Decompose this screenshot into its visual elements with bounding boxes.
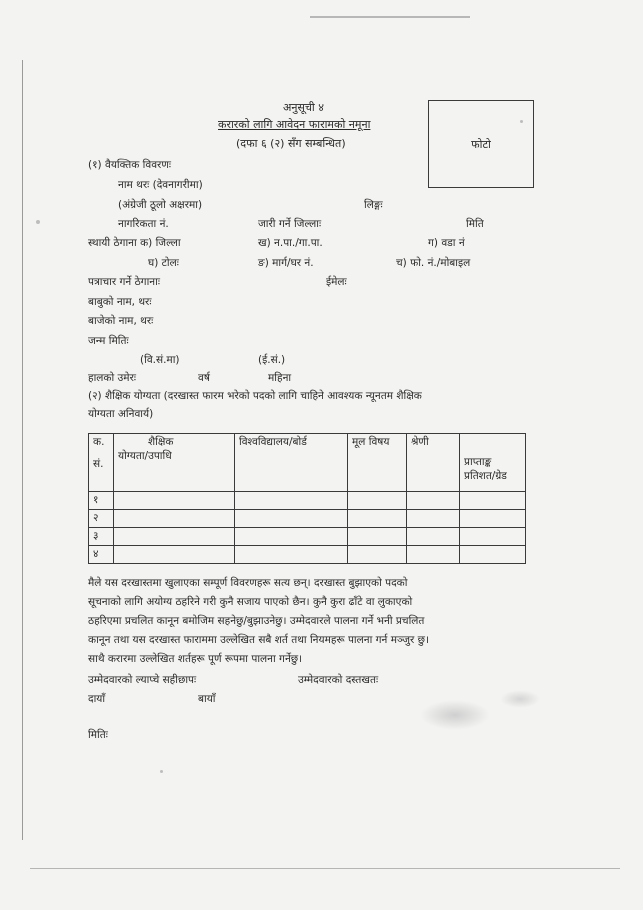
age-years-label: वर्ष: [198, 372, 210, 384]
form-title: करारको लागि आवेदन फारामको नमूना: [218, 118, 371, 131]
issue-date-label: मिति: [466, 218, 484, 230]
form-subtitle: (दफा ६ (२) सँग सम्बन्धित): [236, 137, 346, 150]
declaration-line-3: ठहरिएमा प्रचलित कानून बमोजिम सहनेछु/बुझाउनेछु। उम्मेदवारले पालना गर्ने भनी प्रचलित: [88, 615, 425, 627]
signature-label: उम्मेदवारको दस्तखतः: [298, 674, 379, 686]
col-division: श्रेणी: [407, 434, 460, 492]
col-qualification: शैक्षिक योग्यता/उपाधि: [114, 434, 235, 492]
col-percentage: प्राप्ताङ्क प्रतिशत/ग्रेड: [460, 434, 526, 492]
table-row[interactable]: [89, 510, 526, 528]
dob-bs-label: (वि.सं.मा): [140, 354, 180, 366]
scan-smudge: [420, 700, 490, 730]
row-number: २: [89, 510, 114, 528]
declaration-line-5: साथै करारमा उल्लेखित शर्तहरू पूर्ण रूपमा पालना गर्नेछु।: [88, 653, 303, 665]
permanent-address-label: स्थायी ठेगाना क) जिल्ला: [88, 237, 181, 249]
father-name-label: बाबुको नाम, थरः: [88, 296, 152, 308]
page-bottom-edge: [30, 868, 620, 869]
scan-artifact-line: [310, 16, 470, 18]
scan-speck: [520, 120, 523, 123]
left-thumb-label: बायाँ: [198, 693, 216, 705]
street-label: ङ) मार्ग/घर नं.: [258, 257, 314, 269]
photo-box[interactable]: [428, 100, 534, 188]
scan-speck: [36, 220, 40, 224]
municipality-label: ख) न.पा./गा.पा.: [258, 237, 323, 249]
table-header-row: [89, 434, 526, 492]
education-heading-cont: योग्यता अनिवार्य): [88, 408, 154, 420]
declaration-line-2: सूचनाको लागि अयोग्य ठहरिने गरी कुनै सजाय पाएको छैन। कुनै कुरा ढाँटे वा लुकाएको: [88, 596, 413, 608]
personal-heading: (१) वैयक्तिक विवरणः: [88, 159, 172, 171]
right-thumb-label: दायाँ: [88, 693, 106, 705]
thumbprint-label: उम्मेदवारको ल्याप्चे सहीछापः: [88, 674, 197, 686]
table-row[interactable]: [89, 492, 526, 510]
citizenship-label: नागरिकता नं.: [118, 218, 169, 230]
education-table: [88, 433, 526, 564]
current-age-label: हालको उमेरः: [88, 372, 136, 384]
gender-label: लिङ्गः: [364, 199, 383, 211]
page-left-edge: [22, 60, 23, 840]
col-board: विश्वविद्यालय/बोर्ड: [235, 434, 348, 492]
ward-label: ग) वडा नं: [428, 237, 465, 249]
dob-label: जन्म मितिः: [88, 335, 129, 347]
grandfather-name-label: बाजेको नाम, थरः: [88, 315, 154, 327]
age-months-label: महिना: [268, 372, 292, 384]
name-label: नाम थरः (देवनागरीमा): [118, 179, 203, 191]
table-row[interactable]: [89, 546, 526, 564]
row-number: १: [89, 492, 114, 510]
email-label: ईमेलः: [326, 276, 347, 288]
declaration-line-4: कानून तथा यस दरखास्त फाराममा उल्लेखित सबै शर्त तथा नियमहरू पालना गर्न मञ्जुर छु।: [88, 634, 430, 646]
row-number: ४: [89, 546, 114, 564]
col-subject: मूल विषय: [348, 434, 407, 492]
scan-smudge: [500, 690, 540, 708]
dob-ad-label: (ई.सं.): [258, 354, 286, 366]
tole-label: घ) टोलः: [148, 257, 179, 269]
english-name-label: (अंग्रेजी ठूलो अक्षरमा): [118, 199, 203, 211]
declaration-line-1: मैले यस दरखास्तमा खुलाएका सम्पूर्ण विवरणहरू सत्य छन्। दरखास्त बुझाएको पदको: [88, 577, 408, 589]
education-heading: (२) शैक्षिक योग्यता (दरखास्त फारम भरेको पदको लागि चाहिने आवश्यक न्यूनतम शैक्षिक: [88, 390, 422, 402]
scan-speck: [160, 770, 163, 773]
photo-label: फोटो: [471, 137, 491, 151]
row-number: ३: [89, 528, 114, 546]
table-row[interactable]: [89, 528, 526, 546]
phone-label: च) फो. नं./मोबाइल: [396, 257, 471, 269]
mailing-address-label: पत्राचार गर्ने ठेगानाः: [88, 276, 160, 288]
signature-date-label: मितिः: [88, 729, 108, 741]
schedule-number: अनुसूची ४: [283, 101, 324, 114]
issuing-district-label: जारी गर्ने जिल्लाः: [258, 218, 322, 230]
col-sn: क. सं.: [89, 434, 114, 492]
